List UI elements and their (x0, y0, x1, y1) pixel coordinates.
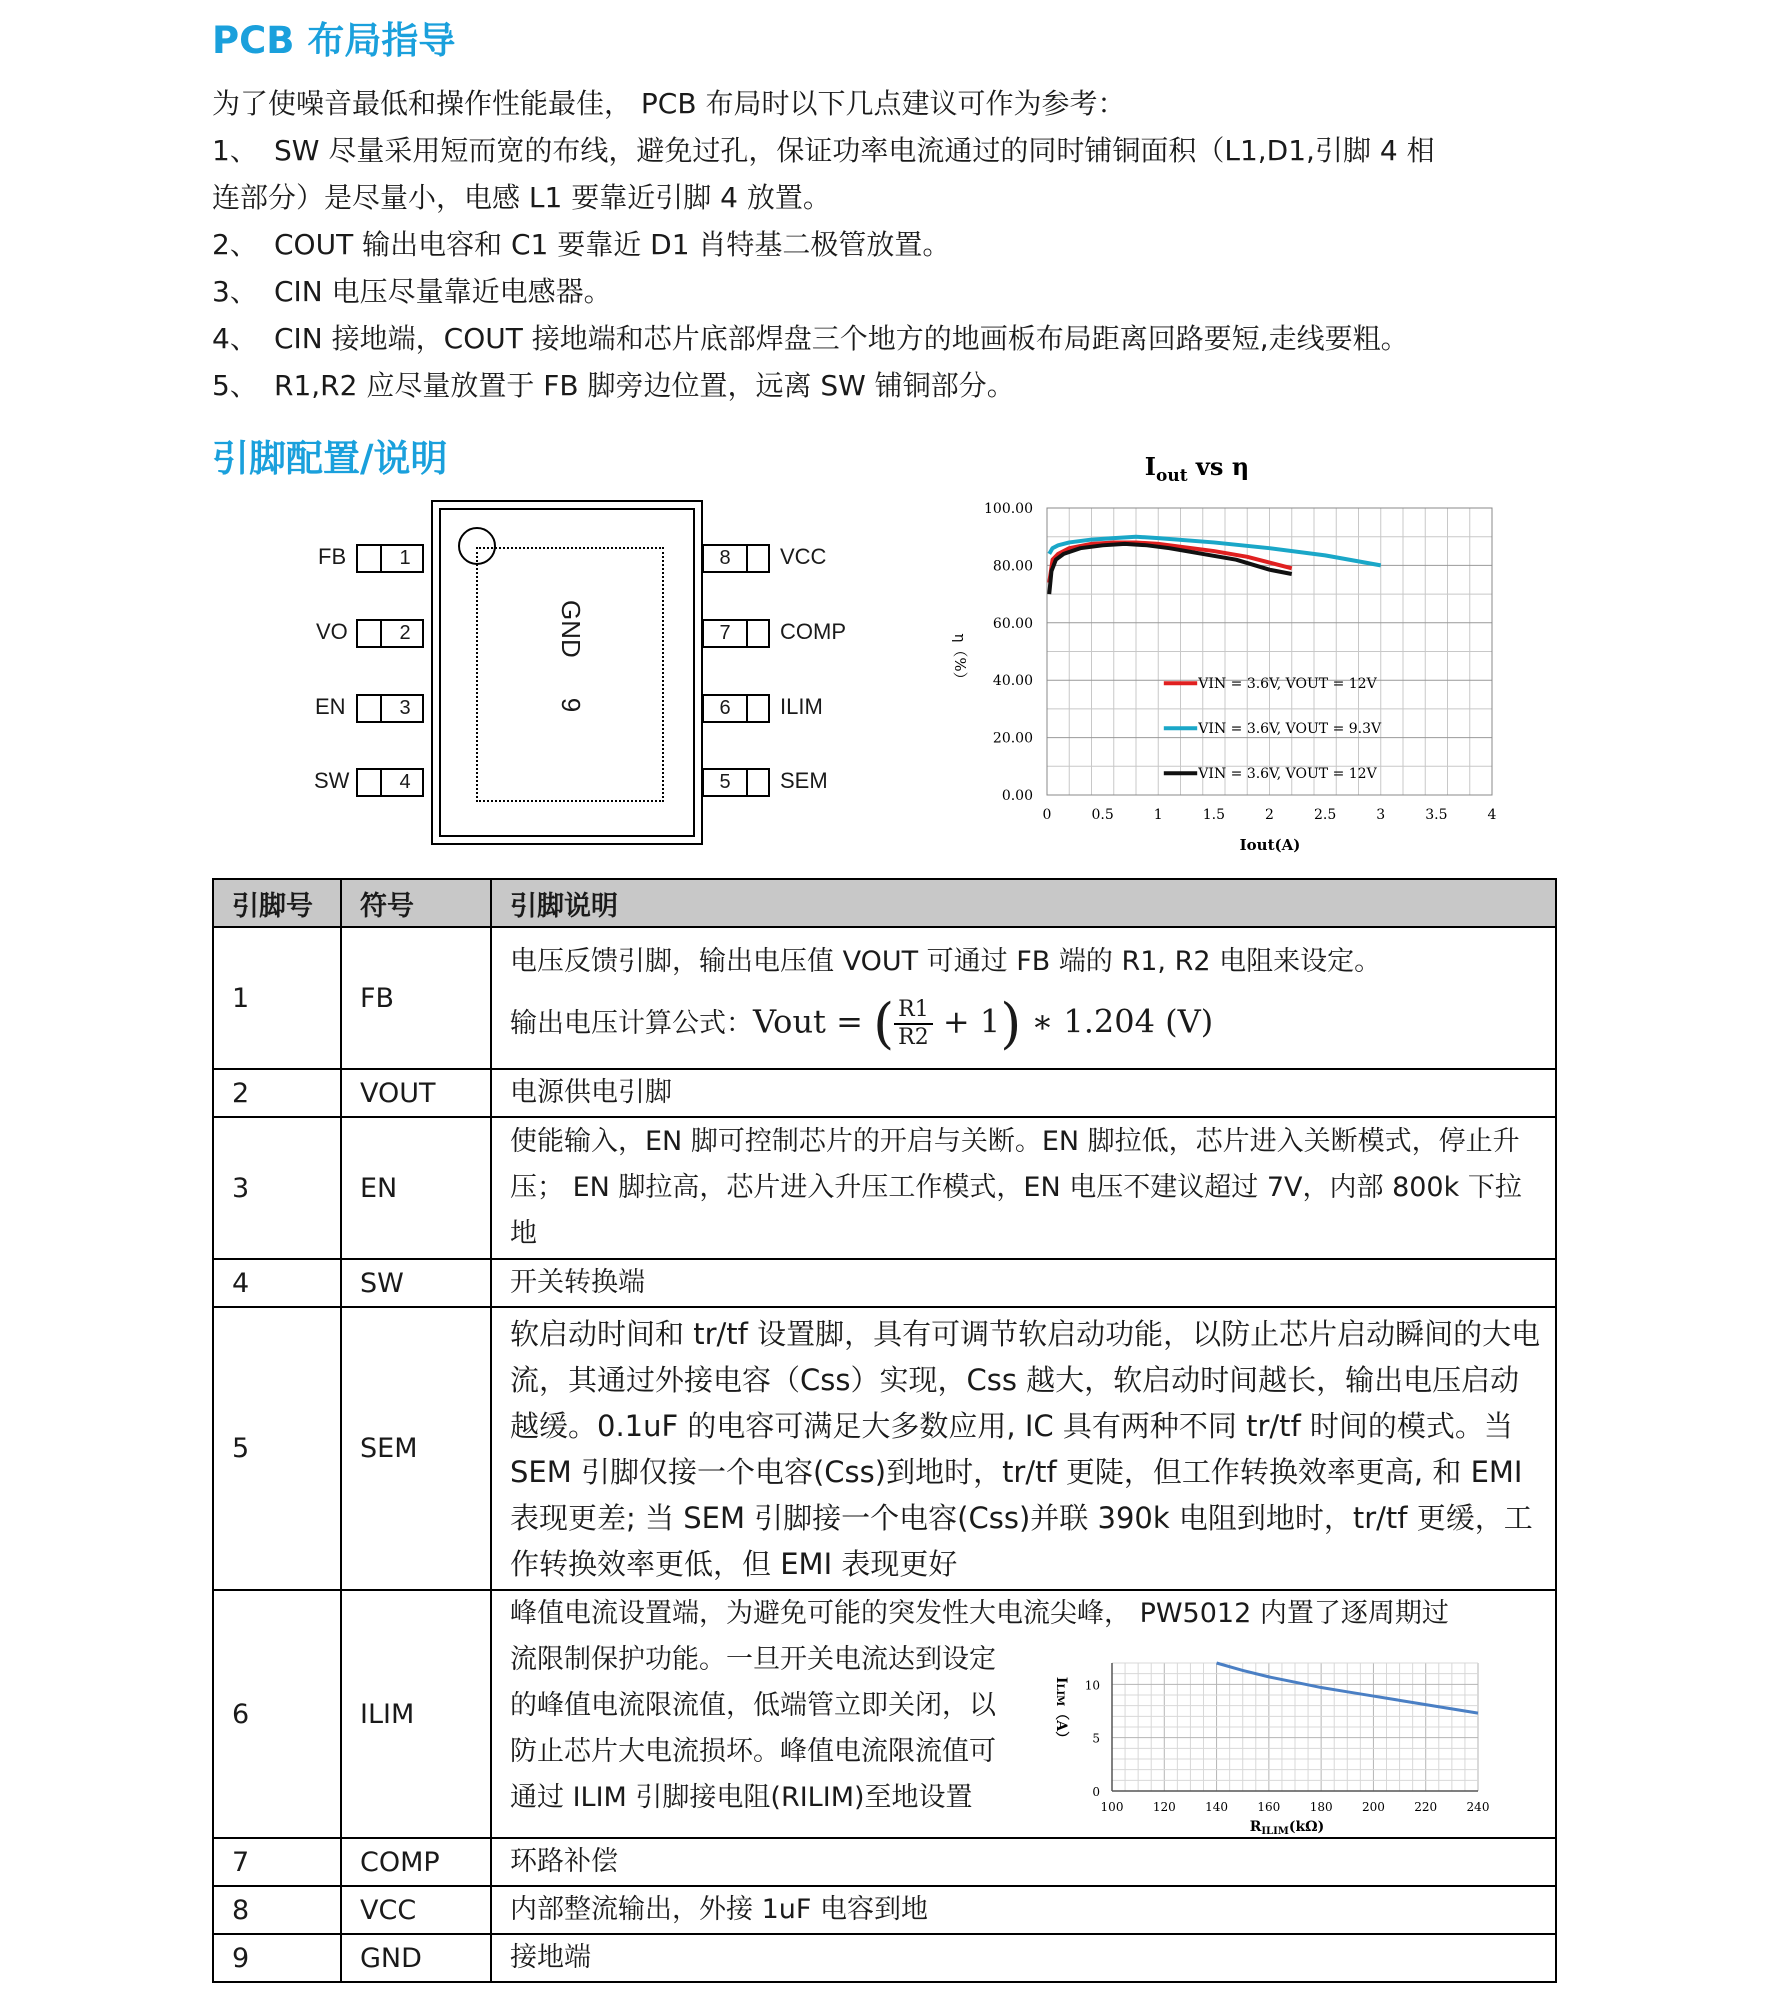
x-tick-label: 3 (1376, 807, 1386, 823)
item-number: 2、 (212, 228, 258, 261)
item-text: CIN 电压尽量靠近电感器。 (274, 275, 612, 308)
y-tick-label: 0 (1092, 1785, 1100, 1799)
x-tick-label: 0 (1042, 807, 1052, 823)
x-tick-label: 240 (1466, 1800, 1490, 1814)
pin-symbol: SEM (341, 1307, 491, 1590)
x-tick-label: 100 (1100, 1800, 1124, 1814)
pad-number: 9 (556, 697, 586, 713)
right-pin-6-name: ILIM (780, 694, 823, 719)
pcb-item-1-continued: 连部分）是尽量小，电感 L1 要靠近引脚 4 放置。 (212, 181, 831, 214)
x-axis-label: Iout(A) (1239, 836, 1301, 854)
pin-description: 电源供电引脚 (491, 1069, 1556, 1117)
y-axis-label: η（%） (951, 633, 969, 687)
legend-label: VIN = 3.6V, VOUT = 9.3V (1198, 721, 1382, 738)
header-pin-number: 引脚号 (213, 879, 341, 927)
table-row (213, 1590, 1556, 1838)
pin-number: 6 (213, 1590, 341, 1838)
pin-symbol: SW (341, 1259, 491, 1307)
pin-number: 9 (213, 1934, 341, 1982)
package-diagram (300, 495, 870, 855)
table-row (213, 1259, 1556, 1307)
right-pin-8 (702, 544, 770, 573)
pin-symbol: ILIM (341, 1590, 491, 1838)
x-tick-label: 2 (1265, 807, 1274, 823)
pin-number: 4 (399, 771, 411, 793)
pcb-intro: 为了使噪音最低和操作性能最佳， PCB 布局时以下几点建议可作为参考： (212, 87, 1126, 120)
left-pin-2 (356, 619, 424, 648)
description-line: 通过 ILIM 引脚接电阻(RILIM)至地设置 (510, 1782, 973, 1813)
description-text: 电压反馈引脚，输出电压值 VOUT 可通过 FB 端的 R1, R2 电阻来设定。 (510, 946, 1382, 977)
x-tick-label: 0.5 (1091, 807, 1114, 823)
pin-description: 接地端 (491, 1934, 1556, 1982)
formula-fraction (894, 997, 933, 1051)
x-tick-label: 2.5 (1313, 807, 1337, 823)
formula-plus: + 1 (932, 1002, 1001, 1041)
right-pin-7 (702, 619, 770, 648)
left-pin-1 (356, 544, 424, 573)
left-pin-3-name: EN (315, 694, 346, 719)
y-tick-label: 20.00 (992, 730, 1033, 747)
table-row (213, 1117, 1556, 1259)
pin-description: 使能输入，EN 脚可控制芯片的开启与关断。EN 脚拉低，芯片进入关断模式，停止升压； EN 脚拉高，芯片进入升压工作模式，EN 电压不建议超过 7V，内部 800k 下拉地 (491, 1117, 1556, 1259)
x-tick-label: 3.5 (1425, 807, 1448, 823)
chart-grid (1047, 508, 1492, 795)
pcb-item-3 (212, 268, 612, 315)
table-row (213, 1934, 1556, 1982)
right-pin-7-name: COMP (780, 619, 846, 644)
table-header-row (213, 879, 1556, 927)
pcb-item-4 (212, 315, 1409, 362)
x-tick-label: 1.5 (1202, 807, 1226, 823)
pcb-section-title: PCB 布局指导 (212, 19, 456, 62)
x-tick-label: 200 (1361, 1800, 1385, 1814)
description-line: 的峰值电流限流值，低端管立即关闭，以 (510, 1690, 996, 1721)
x-tick-label: 4 (1487, 807, 1497, 823)
y-tick-label: 10 (1084, 1678, 1100, 1693)
left-pin-1-name: FB (318, 544, 347, 569)
fraction-numerator: R1 (894, 997, 933, 1025)
pcb-item-5 (212, 362, 1015, 409)
pin-symbol: GND (341, 1934, 491, 1982)
item-number: 3、 (212, 275, 258, 308)
item-number: 5、 (212, 369, 258, 402)
pin-symbol: VOUT (341, 1069, 491, 1117)
pin-symbol: VCC (341, 1886, 491, 1934)
pin-description: 开关转换端 (491, 1259, 1556, 1307)
x-tick-label: 180 (1309, 1800, 1333, 1814)
x-tick-label: 140 (1205, 1800, 1229, 1814)
legend-label: VIN = 3.6V, VOUT = 12V (1198, 676, 1377, 693)
pin-number: 7 (719, 622, 731, 644)
pin-symbol: COMP (341, 1838, 491, 1886)
fraction-denominator: R2 (898, 1025, 929, 1050)
pin-table (212, 878, 1557, 1983)
header-symbol: 符号 (341, 879, 491, 927)
y-tick-label: 0.00 (1001, 788, 1033, 804)
item-number: 1、 (212, 134, 258, 167)
vout-formula: Vout = ( $\frac{R1}{R2}$ + 1) ∗ 1.204 (V) (753, 992, 1214, 1055)
pin-symbol: EN (341, 1117, 491, 1259)
pin-number: 8 (213, 1886, 341, 1934)
left-pin-4 (356, 768, 424, 797)
y-tick-label: 80.00 (992, 558, 1033, 575)
y-tick-labels (984, 501, 1033, 804)
formula-rhs: ∗ 1.204 (V) (1021, 1002, 1214, 1041)
item-text: CIN 接地端，COUT 接地端和芯片底部焊盘三个地方的地画板布局距离回路要短,走线要粗。 (274, 322, 1409, 355)
left-pin-2-name: VO (316, 619, 348, 644)
table-row (213, 1886, 1556, 1934)
y-tick-labels (1085, 1678, 1100, 1799)
x-tick-label: 220 (1414, 1800, 1438, 1814)
pin-symbol: FB (341, 927, 491, 1069)
chart-title: $I_{out}$ vs η (1144, 452, 1250, 486)
description-first-line: 峰值电流设置端，为避免可能的突发性大电流尖峰， PW5012 内置了逐周期过 (510, 1598, 1449, 1629)
pcb-item-1 (212, 127, 1435, 174)
description-line: 防止芯片大电流损坏。峰值电流限流值可 (510, 1736, 996, 1767)
pin-number: 5 (213, 1307, 341, 1590)
item-number: 4、 (212, 322, 258, 355)
legend-label: VIN = 3.6V, VOUT = 12V (1198, 766, 1377, 783)
pin-description (491, 1590, 1556, 1838)
pin-number: 5 (719, 771, 731, 793)
pin-number: 3 (213, 1117, 341, 1259)
y-tick-label: 5 (1092, 1731, 1100, 1746)
y-tick-label: 60.00 (992, 615, 1033, 632)
table-row (213, 1838, 1556, 1886)
header-description: 引脚说明 (491, 879, 1556, 927)
right-pin-5 (702, 768, 770, 797)
pin-number: 4 (213, 1259, 341, 1307)
pin-description: 软启动时间和 tr/tf 设置脚，具有可调节软启动功能，以防止芯片启动瞬间的大电流，其通过外接电容（Css）实现，Css 越大，软启动时间越长，输出电压启动越缓。0.1uF 的电容可满足大多数应用, IC 具有两种不同 tr/tf 时间的模式。当 SEM 引脚仅接一个电容(Css)到地时，tr/tf 更陡，但工作转换效率更高, 和 EMI 表现更差; 当 SEM 引脚接一个电容(Css)并联 390k 电阻到地时，tr/tf 更缓，工作转换效率更低，但 EMI 表现更好 (491, 1307, 1556, 1590)
left-pin-4-name: SW (314, 768, 350, 793)
y-tick-label: 100.00 (984, 501, 1033, 517)
item-text: SW 尽量采用短而宽的布线，避免过孔，保证功率电流通过的同时铺铜面积（L1,D1,引脚 4 相 (274, 134, 1435, 167)
pin-description (491, 927, 1556, 1069)
table-row (213, 1069, 1556, 1117)
x-tick-labels (1043, 807, 1497, 823)
x-tick-label: 160 (1257, 1800, 1281, 1814)
pin-number: 3 (399, 697, 411, 719)
pad-label: GND (556, 600, 586, 658)
x-tick-labels (1101, 1800, 1490, 1814)
item-text: COUT 输出电容和 C1 要靠近 D1 肖特基二极管放置。 (274, 228, 951, 261)
description-line: 流限制保护功能。一旦开关电流达到设定 (510, 1644, 996, 1675)
right-pin-6 (702, 694, 770, 723)
right-pin-8-name: VCC (780, 544, 827, 569)
pin-number: 7 (213, 1838, 341, 1886)
pcb-item-2 (212, 221, 950, 268)
x-tick-label: 1 (1153, 807, 1163, 823)
left-pin-3 (356, 694, 424, 723)
formula-label: 输出电压计算公式： (510, 1008, 753, 1039)
pin-number: 8 (719, 547, 731, 569)
right-pin-5-name: SEM (780, 768, 828, 793)
pin-number: 2 (399, 622, 411, 644)
ilim-chart (1047, 1641, 1490, 1837)
pin-section-title: 引脚配置/说明 (212, 437, 448, 480)
formula-line (510, 991, 1541, 1057)
table-row (213, 1307, 1556, 1590)
formula-lhs: Vout = (753, 1002, 874, 1041)
pin-number: 6 (719, 697, 731, 719)
item-text: R1,R2 应尽量放置于 FB 脚旁边位置，远离 SW 铺铜部分。 (274, 369, 1015, 402)
pin-number: 1 (399, 547, 411, 569)
y-axis-label: ILIM（A） (1053, 1676, 1069, 1746)
pin-number: 2 (213, 1069, 341, 1117)
x-tick-label: 120 (1152, 1800, 1176, 1814)
y-tick-label: 40.00 (992, 673, 1033, 690)
pin-description: 环路补偿 (491, 1838, 1556, 1886)
series-line (1049, 544, 1292, 594)
pin-description: 内部整流输出，外接 1uF 电容到地 (491, 1886, 1556, 1934)
pad-label-group (536, 600, 606, 750)
x-axis-label: $R_{ILIM}(k\Omega)$ (1249, 1819, 1325, 1837)
table-row (213, 927, 1556, 1069)
pin-number: 1 (213, 927, 341, 1069)
efficiency-chart (920, 445, 1520, 860)
